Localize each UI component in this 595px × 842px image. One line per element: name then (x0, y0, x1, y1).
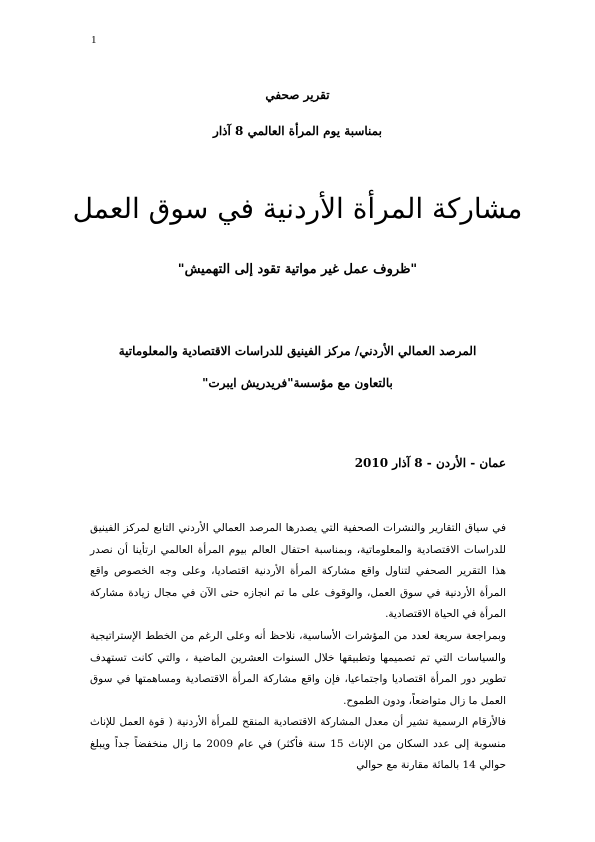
place-date: عمان - الأردن - 8 آذار 2010 (354, 456, 506, 470)
paragraph-2: وبمراجعة سريعة لعدد من المؤشرات الأساسية، نلاحظ أنه وعلى الرغم من الخطط الإستراتيجية والسياسات التي تم تصميمها وتطبيقها خلال السنوات العشرين الماضية ، والتي كانت تستهدف تطوير دور المرأة اقتصاديا واجتماعيا، فإن واقع مشاركة المرأة الاقتصادية ومساهمتها في سوق العمل ما زال متواضعاً، ودون الطموح. (90, 630, 506, 707)
page-number: 1 (91, 34, 97, 46)
report-type-label: تقرير صحفي (265, 88, 330, 102)
subtitle: "ظروف عمل غير مواتية تقود إلى التهميش" (177, 262, 418, 277)
paragraph-3: فالأرقام الرسمية تشير أن معدل المشاركة الاقتصادية المنقح للمرأة الأردنية ( قوة العمل للإناث منسوبة إلى عدد السكان من الإناث 15 سنة فأكثر) في عام 2009 ما زال منخفضاً جداً ويبلغ حوالي 14 بالمائة مقارنة مع حوالي (90, 716, 506, 771)
organization-name: المرصد العمالي الأردني/ مركز الفينيق للدراسات الاقتصادية والمعلوماتية (118, 344, 477, 358)
paragraph-1: في سياق التقارير والنشرات الصحفية التي يصدرها المرصد العمالي الأردني التابع لمركز الفينيق للدراسات الاقتصادية والمعلوماتية، وبمناسبة احتفال العالم بيوم المرأة العالمي ارتأينا أن نصدر هذا التقرير الصحفي لتناول واقع مشاركة المرأة الأردنية اقتصاديا، وعلى وجه الخصوص واقع المرأة الأردنية في سوق العمل، والوقوف على ما تم انجازه حتى الآن في مجال زيادة مشاركة المرأة في الحياة الاقتصادية. (90, 522, 506, 620)
occasion-line: بمناسبة يوم المرأة العالمي 8 آذار (213, 124, 382, 138)
partner-line: بالتعاون مع مؤسسة"فريدريش ايبرت" (202, 376, 393, 390)
main-title: مشاركة المرأة الأردنية في سوق العمل (72, 192, 523, 225)
